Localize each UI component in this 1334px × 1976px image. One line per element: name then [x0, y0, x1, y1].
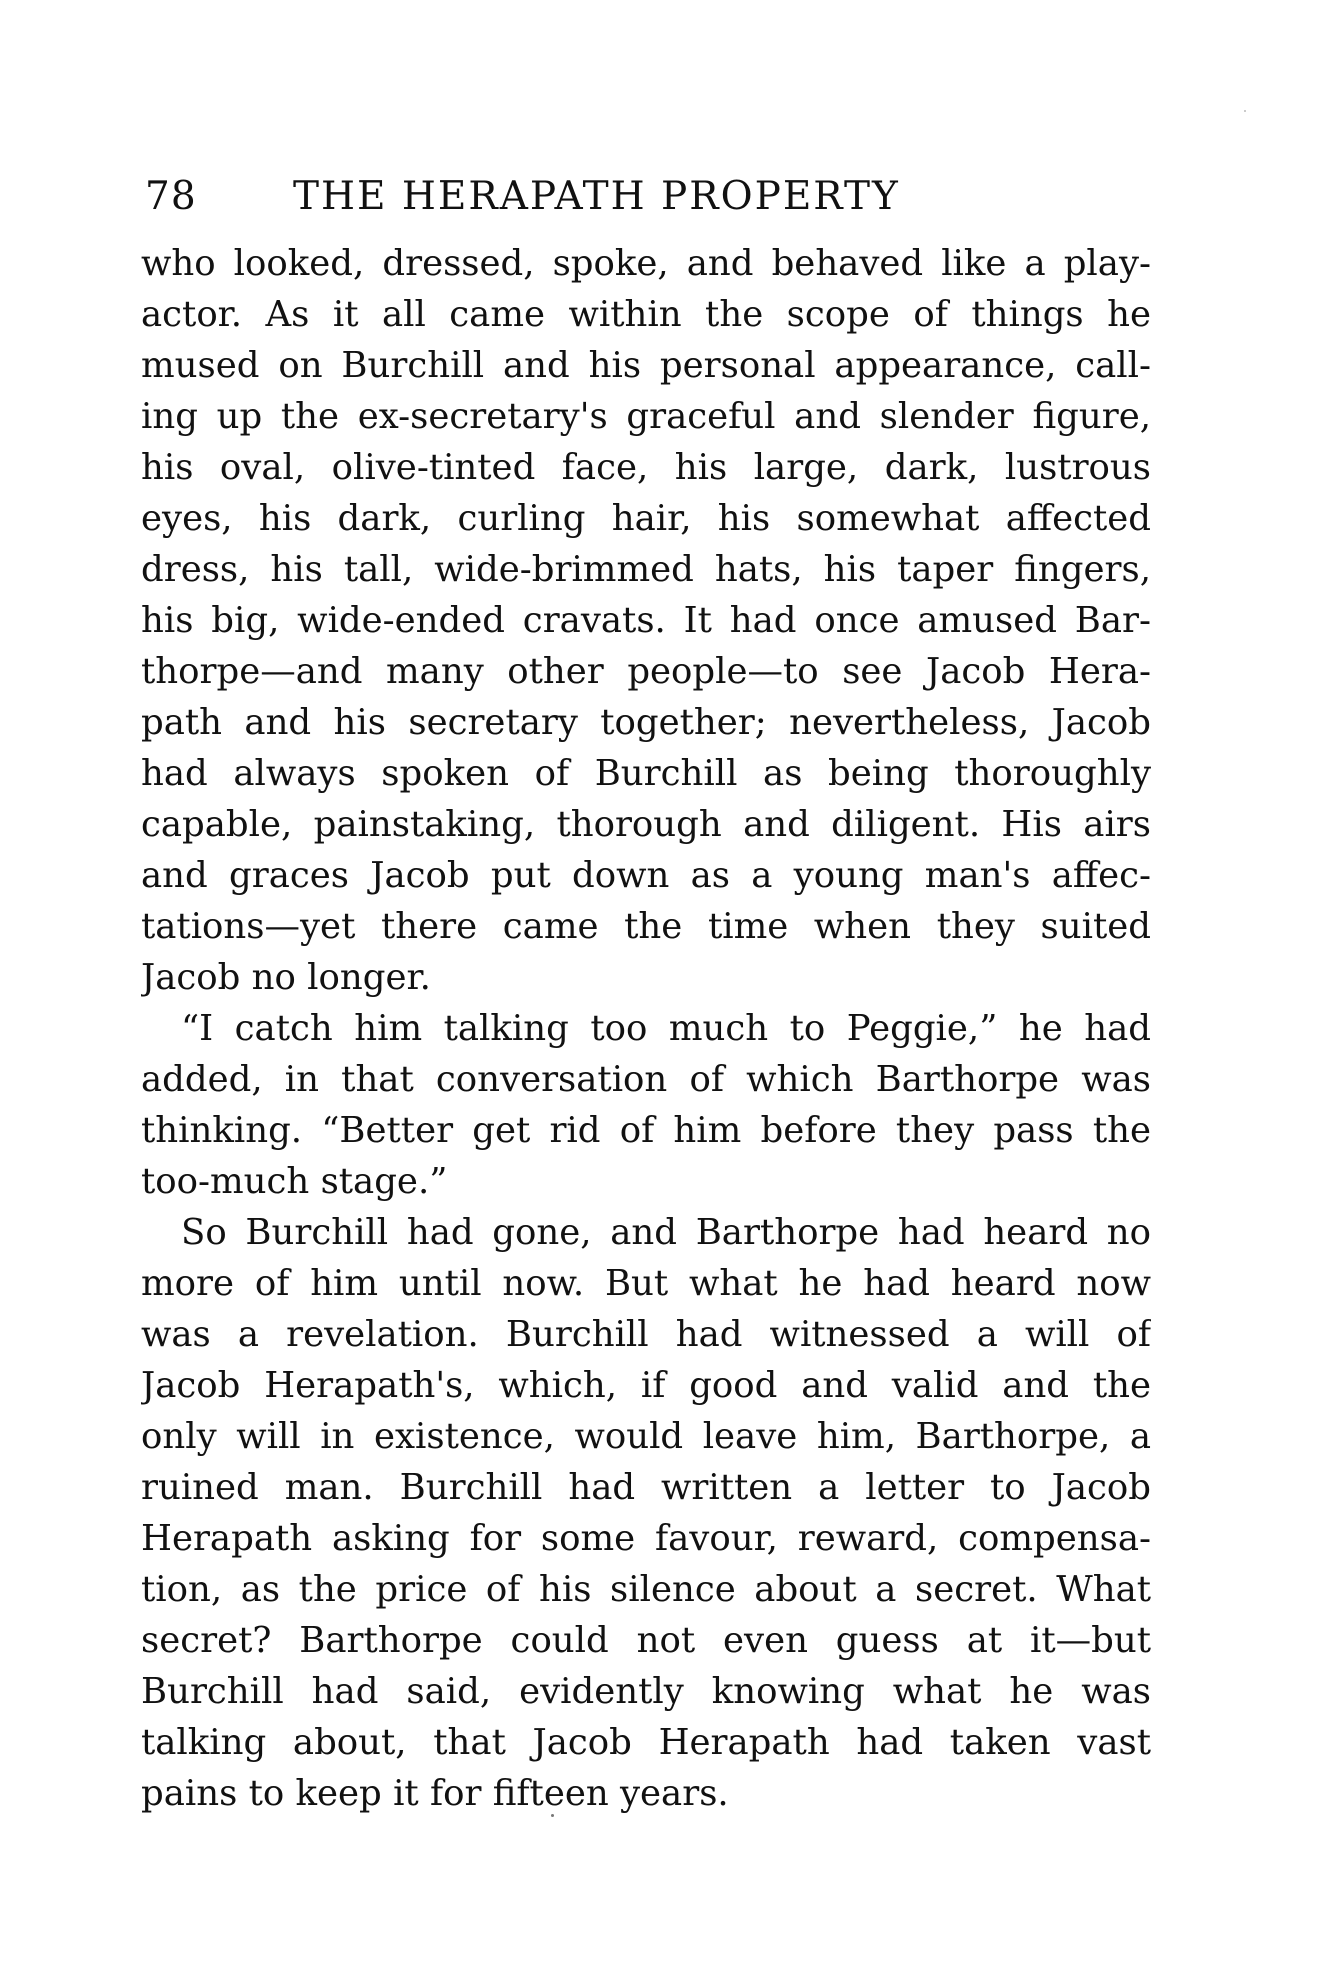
text-line: ruined man. Burchill had written a letter to Jacob: [141, 1467, 1151, 1508]
paper-speck: [551, 1814, 554, 1817]
text-line: his big, wide-ended cravats. It had once amused Bar-: [141, 600, 1151, 641]
text-line: was a revelation. Burchill had witnessed a will of: [141, 1314, 1151, 1355]
text-line: secret? Barthorpe could not even guess at it—but: [141, 1620, 1151, 1661]
text-line: capable, painstaking, thorough and diligent. His airs: [141, 804, 1151, 845]
text-line: thinking. “Better get rid of him before they pass the: [141, 1110, 1151, 1151]
text-line: more of him until now. But what he had heard now: [141, 1263, 1151, 1304]
body-text: [141, 238, 1151, 1819]
text-line: So Burchill had gone, and Barthorpe had heard no: [181, 1212, 1151, 1253]
text-line: too-much stage.”: [141, 1161, 448, 1202]
text-line: Jacob Herapath's, which, if good and valid and the: [141, 1365, 1151, 1406]
text-line: his oval, olive-tinted face, his large, dark, lustrous: [141, 447, 1151, 488]
text-line: ing up the ex-secretary's graceful and slender figure,: [141, 396, 1151, 437]
text-line: had always spoken of Burchill as being thoroughly: [141, 753, 1151, 794]
text-line: Burchill had said, evidently knowing what he was: [141, 1671, 1151, 1712]
text-line: eyes, his dark, curling hair, his somewhat affected: [141, 498, 1151, 539]
text-line: talking about, that Jacob Herapath had taken vast: [141, 1722, 1151, 1763]
text-line: pains to keep it for fifteen years.: [141, 1773, 729, 1814]
text-line: who looked, dressed, spoke, and behaved like a play-: [141, 243, 1151, 284]
text-line: tations—yet there came the time when they suited: [141, 906, 1151, 947]
text-line: Jacob no longer.: [141, 957, 431, 998]
text-line: mused on Burchill and his personal appearance, call-: [141, 345, 1151, 386]
paper-speck: [1244, 110, 1246, 112]
text-line: and graces Jacob put down as a young man's affec-: [141, 855, 1151, 896]
text-line: Herapath asking for some favour, reward, compensa-: [141, 1518, 1151, 1559]
text-line: thorpe—and many other people—to see Jacob Hera-: [141, 651, 1151, 692]
page-header: [145, 172, 1175, 222]
text-line: only will in existence, would leave him, Barthorpe, a: [141, 1416, 1151, 1457]
text-line: added, in that conversation of which Barthorpe was: [141, 1059, 1151, 1100]
text-line: actor. As it all came within the scope of things he: [141, 294, 1151, 335]
text-line: dress, his tall, wide-brimmed hats, his taper fingers,: [141, 549, 1151, 590]
running-head: THE HERAPATH PROPERTY: [293, 174, 900, 219]
text-line: “I catch him talking too much to Peggie,” he had: [181, 1008, 1151, 1049]
text-line: path and his secretary together; nevertheless, Jacob: [141, 702, 1151, 743]
text-line: tion, as the price of his silence about a secret. What: [141, 1569, 1151, 1610]
page-number: 78: [145, 174, 197, 219]
